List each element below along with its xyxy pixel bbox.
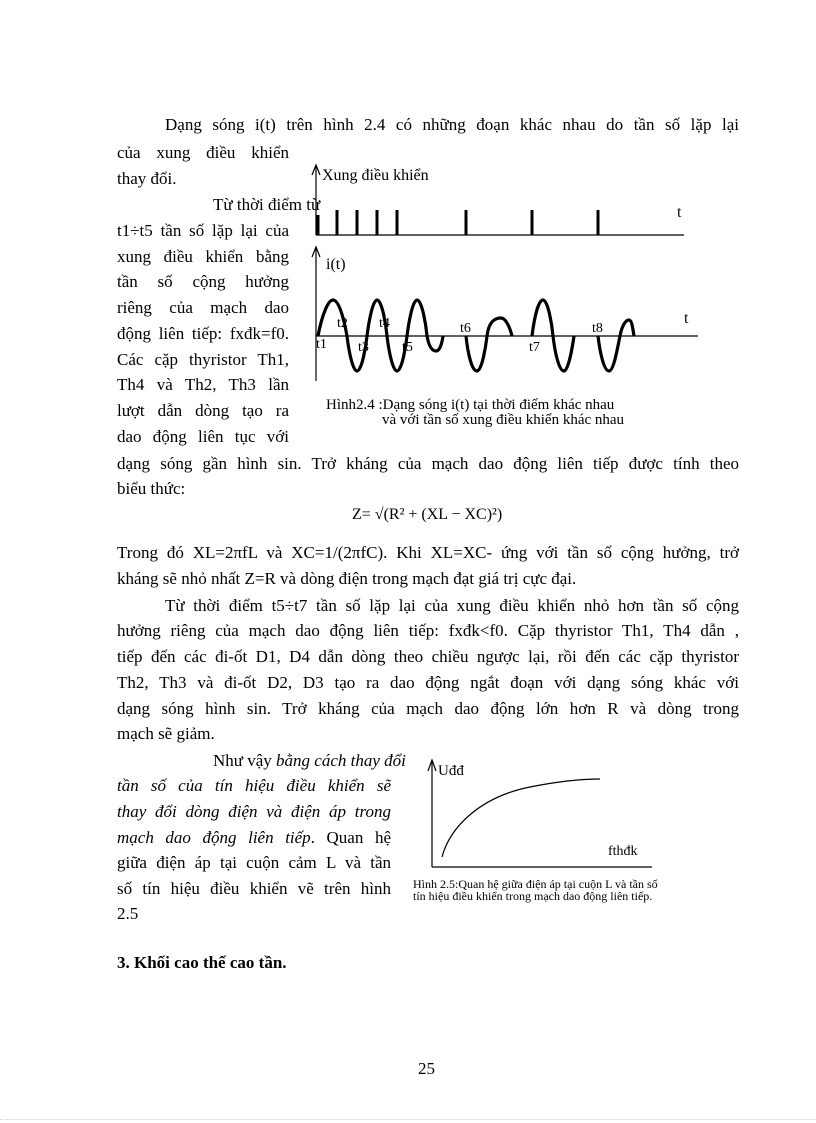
time-label-t1: t1 — [316, 337, 327, 352]
paragraph-line: dao động liên tục với — [117, 427, 289, 446]
paragraph-line: kháng sẽ nhỏ nhất Z=R và dòng điện trong mạch đạt giá trị cực đại. — [117, 569, 577, 588]
time-label-t6: t6 — [460, 321, 471, 336]
time-label-t7: t7 — [529, 340, 540, 355]
paragraph-line: hưởng riêng của mạch dao động liên tiếp: fxđk<f0. Cặp thyristor Th1, Th4 dẫn , — [117, 621, 739, 640]
paragraph-line: tiếp đến các đi-ốt D1, D4 dẫn dòng theo chiều ngược lại, rồi đến các cặp thyristor — [117, 647, 739, 666]
time-label-t2: t2 — [337, 316, 348, 331]
paragraph-line: Từ thời điểm t5÷t7 tần số lặp lại của xung điều khiển nhỏ hơn tần số cộng — [165, 596, 739, 615]
paragraph-line: giữa điện áp tại cuộn cảm L và tần — [117, 853, 391, 872]
paragraph-text-italic: mạch dao động liên tiếp — [117, 828, 311, 847]
paragraph-line: tần số cộng hưởng — [117, 272, 289, 291]
time-label-t3: t3 — [358, 340, 369, 355]
figure-2-5-caption-line2: tín hiệu điều khiển trong mạch dao động liên tiếp. — [413, 889, 653, 903]
x-axis-label: fthđk — [608, 844, 638, 859]
voltage-curve — [442, 779, 600, 857]
paragraph-line: tần số của tín hiệu điều khiển sẽ — [117, 776, 391, 795]
paragraph-line: mạch sẽ giảm. — [117, 724, 215, 743]
control-pulses — [318, 210, 598, 235]
paragraph-text: . Quan hệ — [310, 828, 391, 847]
paragraph-line: 2.5 — [117, 904, 139, 923]
current-t-label: t — [684, 310, 689, 327]
time-label-t4: t4 — [379, 316, 390, 331]
pulse-t-label: t — [677, 204, 682, 221]
paragraph-line: dạng sóng hình sin. Trở kháng của mạch dao động lớn hơn R và dòng trong — [117, 699, 739, 718]
figure-2-5 — [420, 757, 660, 869]
paragraph-line: t1÷t5 tần số lặp lại của — [117, 221, 289, 240]
figure-2-4-caption-line2: và với tần số xung điều khiển khác nhau — [382, 412, 625, 428]
page-number: 25 — [418, 1059, 435, 1078]
paragraph-line: Th2, Th3 và đi-ốt D2, D3 tạo ra dao động ngắt đoạn với dạng sóng khác với — [117, 673, 739, 692]
paragraph-line: riêng của mạch dao — [117, 298, 289, 317]
figure-2-4-caption-line1: Hình2.4 :Dạng sóng i(t) tại thời điểm khác nhau — [326, 397, 615, 413]
paragraph-line: động liên tiếp: fxđk=f0. — [117, 324, 289, 343]
paragraph-line: thay đổi dòng điện và điện áp trong — [117, 802, 391, 821]
paragraph-line: biểu thức: — [117, 479, 186, 498]
paragraph-line: của xung điều khiển — [117, 143, 289, 162]
time-label-t8: t8 — [592, 321, 603, 336]
figure-2-4 — [300, 155, 710, 395]
impedance-formula: Z= √(R² + (XL − XC)²) — [352, 506, 503, 523]
page-bottom-border — [0, 1119, 816, 1120]
paragraph-line: dạng sóng gần hình sin. Trở kháng của mạch dao động liên tiếp được tính theo — [117, 454, 739, 473]
figure-2-5-caption-line1: Hình 2.5:Quan hệ giữa điện áp tại cuộn L và tần số — [413, 877, 658, 891]
current-axis-title: i(t) — [326, 256, 346, 273]
paragraph-line — [213, 751, 406, 771]
paragraph-line: số tín hiệu điều khiển vẽ trên hình — [117, 879, 391, 898]
paragraph-line: Dạng sóng i(t) trên hình 2.4 có những đoạn khác nhau do tần số lặp lại — [165, 115, 739, 134]
paragraph-line: lượt dẫn dòng tạo ra — [117, 401, 289, 420]
y-axis-label: Uđđ — [438, 763, 464, 779]
section-heading: 3. Khối cao thế cao tần. — [117, 953, 287, 972]
paragraph-line: Từ thời điểm từ — [213, 195, 321, 214]
paragraph-text: Như vậy — [213, 751, 272, 770]
paragraph-line: Trong đó XL=2πfL và XC=1/(2πfC). Khi XL=XC- ứng với tần số cộng hưởng, trở — [117, 543, 739, 562]
paragraph-line — [117, 828, 391, 848]
time-label-t5: t5 — [402, 340, 413, 355]
paragraph-line: Th4 và Th2, Th3 lần — [117, 375, 289, 394]
paragraph-line: thay đổi. — [117, 169, 177, 188]
paragraph-text-italic: bằng cách thay đổi — [276, 751, 406, 770]
paragraph-line: Các cặp thyristor Th1, — [117, 350, 289, 369]
paragraph-line: xung điều khiển bằng — [117, 247, 289, 266]
pulse-axis-title: Xung điều khiển — [322, 167, 429, 184]
